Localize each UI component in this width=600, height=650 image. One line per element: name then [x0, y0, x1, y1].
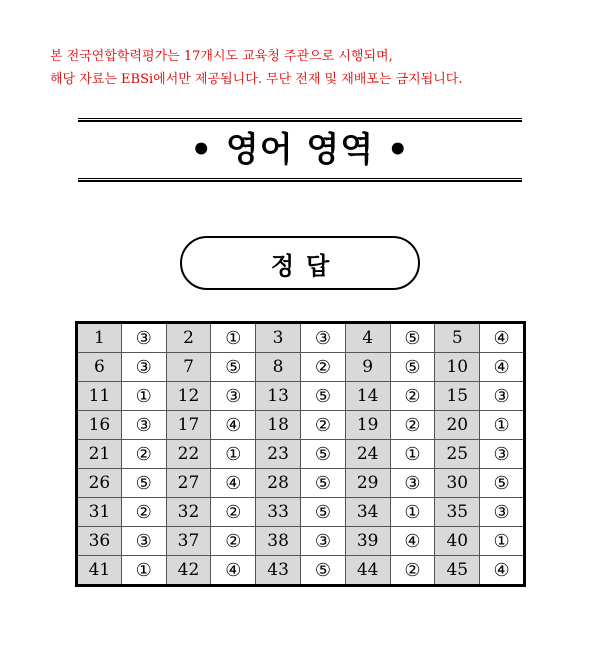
question-number: 34: [345, 498, 390, 527]
answer-choice: ⑤: [211, 353, 256, 382]
answer-choice: ①: [211, 323, 256, 353]
table-row: [77, 353, 525, 382]
table-row: [77, 382, 525, 411]
copyright-notice: [50, 45, 570, 91]
answer-choice: ④: [211, 411, 256, 440]
question-number: 14: [345, 382, 390, 411]
question-number: 43: [256, 556, 301, 586]
question-number: 26: [77, 469, 122, 498]
answer-choice: ③: [211, 382, 256, 411]
answer-choice: ③: [390, 469, 435, 498]
answer-choice: ⑤: [121, 469, 166, 498]
answer-choice: ②: [121, 440, 166, 469]
table-row: [77, 411, 525, 440]
table-row: [77, 498, 525, 527]
question-number: 24: [345, 440, 390, 469]
table-row: [77, 469, 525, 498]
answer-choice: ③: [300, 527, 345, 556]
answer-choice: ①: [121, 556, 166, 586]
answer-choice: ②: [211, 527, 256, 556]
question-number: 32: [166, 498, 211, 527]
question-number: 37: [166, 527, 211, 556]
answer-choice: ④: [480, 353, 525, 382]
question-number: 10: [435, 353, 480, 382]
answer-choice: ⑤: [300, 498, 345, 527]
question-number: 2: [166, 323, 211, 353]
answer-choice: ④: [480, 556, 525, 586]
subject-title-band: [78, 118, 522, 182]
question-number: 8: [256, 353, 301, 382]
question-number: 22: [166, 440, 211, 469]
notice-line-2: 해당 자료는 EBSi에서만 제공됩니다. 무단 전재 및 재배포는 금지됩니다.: [50, 72, 463, 87]
question-number: 15: [435, 382, 480, 411]
answer-choice: ①: [480, 527, 525, 556]
question-number: 11: [77, 382, 122, 411]
answer-choice: ③: [121, 353, 166, 382]
title-rule-top: [78, 118, 522, 122]
answer-choice: ②: [121, 498, 166, 527]
answer-choice: ⑤: [300, 469, 345, 498]
table-row: [77, 440, 525, 469]
question-number: 3: [256, 323, 301, 353]
answer-choice: ③: [480, 498, 525, 527]
question-number: 38: [256, 527, 301, 556]
answer-choice: ④: [211, 556, 256, 586]
answer-table: [75, 321, 526, 587]
answer-choice: ①: [390, 440, 435, 469]
question-number: 40: [435, 527, 480, 556]
question-number: 41: [77, 556, 122, 586]
question-number: 19: [345, 411, 390, 440]
question-number: 25: [435, 440, 480, 469]
question-number: 1: [77, 323, 122, 353]
answer-choice: ⑤: [390, 323, 435, 353]
question-number: 23: [256, 440, 301, 469]
answer-choice: ②: [390, 411, 435, 440]
answer-choice: ①: [480, 411, 525, 440]
question-number: 13: [256, 382, 301, 411]
answer-choice: ①: [121, 382, 166, 411]
question-number: 18: [256, 411, 301, 440]
answer-choice: ③: [121, 411, 166, 440]
question-number: 44: [345, 556, 390, 586]
question-number: 35: [435, 498, 480, 527]
answer-choice: ③: [121, 323, 166, 353]
answer-choice: ⑤: [300, 382, 345, 411]
question-number: 29: [345, 469, 390, 498]
question-number: 28: [256, 469, 301, 498]
question-number: 20: [435, 411, 480, 440]
answer-choice: ②: [390, 382, 435, 411]
answer-choice: ②: [390, 556, 435, 586]
question-number: 33: [256, 498, 301, 527]
answer-choice: ③: [121, 527, 166, 556]
title-rule-bottom: [78, 178, 522, 182]
question-number: 30: [435, 469, 480, 498]
answer-heading: 정답: [180, 236, 420, 290]
answer-choice: ②: [300, 411, 345, 440]
question-number: 21: [77, 440, 122, 469]
question-number: 9: [345, 353, 390, 382]
answer-table-body: [77, 323, 525, 586]
answer-choice: ⑤: [480, 469, 525, 498]
table-row: [77, 527, 525, 556]
answer-choice: ⑤: [300, 556, 345, 586]
table-row: [77, 556, 525, 586]
question-number: 31: [77, 498, 122, 527]
question-number: 5: [435, 323, 480, 353]
table-row: [77, 323, 525, 353]
answer-choice: ③: [300, 323, 345, 353]
answer-choice: ②: [300, 353, 345, 382]
answer-choice: ④: [480, 323, 525, 353]
question-number: 39: [345, 527, 390, 556]
question-number: 27: [166, 469, 211, 498]
question-number: 16: [77, 411, 122, 440]
question-number: 36: [77, 527, 122, 556]
answer-choice: ③: [480, 440, 525, 469]
answer-choice: ⑤: [390, 353, 435, 382]
question-number: 45: [435, 556, 480, 586]
answer-choice: ⑤: [300, 440, 345, 469]
question-number: 12: [166, 382, 211, 411]
answer-choice: ③: [480, 382, 525, 411]
question-number: 7: [166, 353, 211, 382]
subject-title: • 영어 영역 •: [190, 130, 410, 170]
answer-choice: ④: [390, 527, 435, 556]
question-number: 4: [345, 323, 390, 353]
notice-line-1: 본 전국연합학력평가는 17개시도 교육청 주관으로 시행되며,: [50, 49, 393, 64]
question-number: 42: [166, 556, 211, 586]
question-number: 17: [166, 411, 211, 440]
answer-choice: ①: [390, 498, 435, 527]
question-number: 6: [77, 353, 122, 382]
answer-choice: ①: [211, 440, 256, 469]
answer-choice: ④: [211, 469, 256, 498]
answer-choice: ②: [211, 498, 256, 527]
